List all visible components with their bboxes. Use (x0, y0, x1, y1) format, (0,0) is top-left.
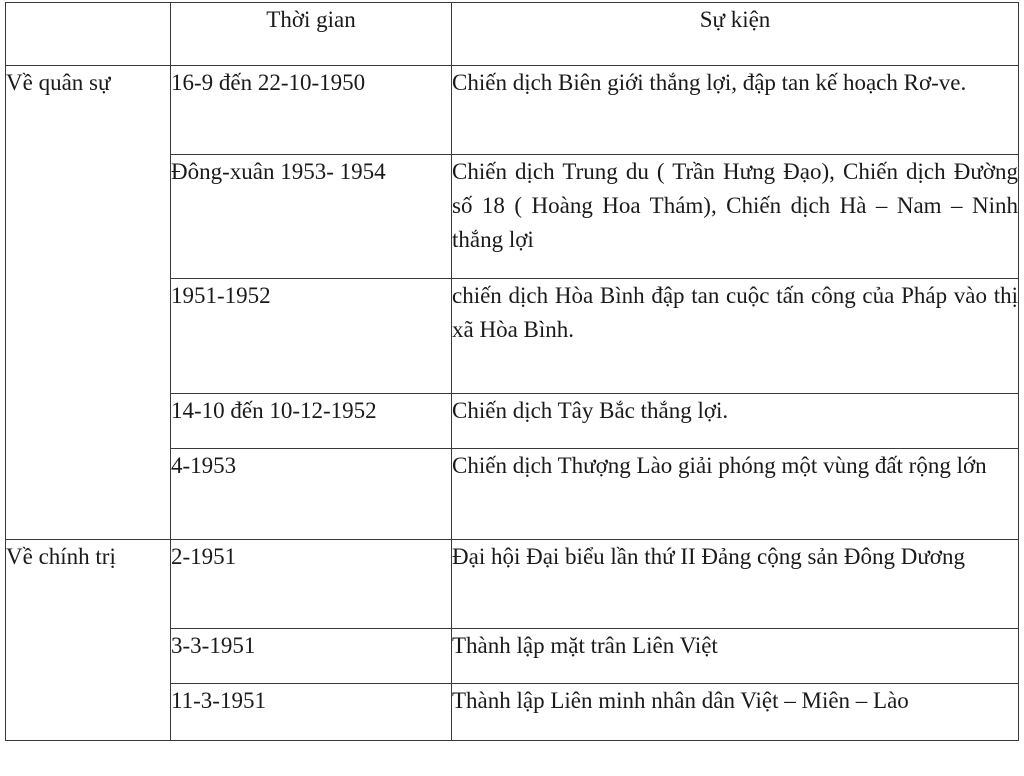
time-cell: 11-3-1951 (171, 684, 452, 741)
time-cell: 3-3-1951 (171, 629, 452, 684)
table-header-row (6, 3, 1019, 66)
event-cell: Thành lập mặt trân Liên Việt (452, 629, 1019, 684)
event-cell: Chiến dịch Tây Bắc thắng lợi. (452, 394, 1019, 449)
category-political: Về chính trị (6, 540, 171, 741)
time-cell: 1951-1952 (171, 279, 452, 394)
event-cell: Chiến dịch Thượng Lào giải phóng một vùng đất rộng lớn (452, 449, 1019, 540)
event-cell: Chiến dịch Trung du ( Trần Hưng Đạo), Chiến dịch Đường số 18 ( Hoàng Hoa Thám), Chiến dịch Hà – Nam – Ninh thắng lợi (452, 155, 1019, 279)
table-row (6, 540, 1019, 629)
time-cell: 16-9 đến 22-10-1950 (171, 66, 452, 155)
header-category (6, 3, 171, 66)
time-cell: 14-10 đến 10-12-1952 (171, 394, 452, 449)
time-cell: Đông-xuân 1953- 1954 (171, 155, 452, 279)
header-event: Sự kiện (452, 3, 1019, 66)
category-military: Về quân sự (6, 66, 171, 540)
event-cell: Thành lập Liên minh nhân dân Việt – Miên – Lào (452, 684, 1019, 741)
event-cell: Đại hội Đại biểu lần thứ II Đảng cộng sản Đông Dương (452, 540, 1019, 629)
event-cell: chiến dịch Hòa Bình đập tan cuộc tấn công của Pháp vào thị xã Hòa Bình. (452, 279, 1019, 394)
header-time: Thời gian (171, 3, 452, 66)
time-cell: 4-1953 (171, 449, 452, 540)
table-row (6, 66, 1019, 155)
time-cell: 2-1951 (171, 540, 452, 629)
history-table (5, 2, 1019, 741)
event-cell: Chiến dịch Biên giới thắng lợi, đập tan kế hoạch Rơ-ve. (452, 66, 1019, 155)
